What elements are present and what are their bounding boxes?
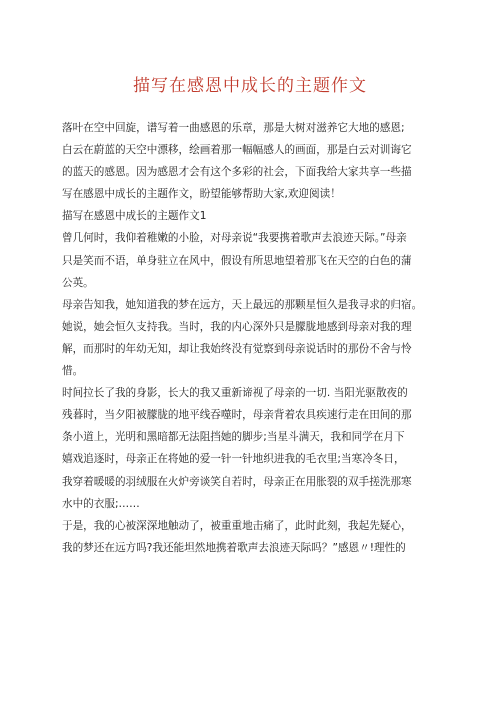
text-line: 时间拉长了我的身影，长大的我又重新谛视了母亲的一切. 当阳光驱散夜的 [62,387,408,400]
text-line: 解，而那时的年幼无知，却让我始终没有觉察到母亲说话时的那份不舍与怜 [62,342,412,355]
text-line: 只是笑而不语，单身驻立在风中，假设有所思地望着那飞在天空的白色的蒲 [62,254,412,267]
text-line: 嬉戏追逐时，母亲正在将她的爱一针一针地织进我的毛衣里;当寒冷冬日， [62,453,405,466]
text-line: 落叶在空中回旋，谱写着一曲感恩的乐章，那是大树对滋养它大地的感恩; [62,122,405,134]
text-line: 惜。 [62,365,84,378]
text-line: 条小道上，光明和黑暗都无法阻挡她的脚步;当星斗满天，我和同学在月下 [62,431,405,444]
text-line: 写在感恩中成长的主题作文，盼望能够帮助大家,欢迎阅读！ [62,188,341,201]
section-heading: 描写在感恩中成长的主题作文1 [62,210,207,223]
document-body [62,117,448,559]
text-line: 水中的衣服;…… [62,497,140,510]
text-line: 的蓝天的感恩。因为感恩才会有这个多彩的社会，下面我给大家共享一些描 [62,166,412,179]
text-line: 我的梦还在远方吗?我还能坦然地携着歌声去浪迹天际吗？”感恩〃!理性的 [62,541,406,554]
text-line: 母亲告知我，她知道我的梦在远方，天上最远的那颗星恒久是我寻求的归宿。 [62,298,423,311]
document-title: 描写在感恩中成长的主题作文 [133,76,367,96]
text-line: 我穿着暖暖的羽绒服在火炉旁谈笑自若时，母亲正在用胀裂的双手搓洗那寒 [62,475,412,488]
text-line: 残暮时，当夕阳被朦胧的地平线吞噬时，母亲背着农具疾速行走在田间的那 [62,409,412,422]
text-line: 白云在蔚蓝的天空中漂移，绘画着那一幅幅感人的画面，那是白云对训诲它 [62,144,412,157]
text-line: 曾几何时，我仰着稚嫩的小脸，对母亲说“我要携着歌声去浪迹天际。”母亲 [62,232,407,245]
text-line: 她说，她会恒久支持我。当时，我的内心深外只是朦胧地感到母亲对我的理 [62,320,412,333]
text-line: 公英。 [62,276,94,289]
text-line: 于是，我的心被深深地触动了，被重重地击痛了，此时此刻，我起先疑心， [62,519,412,532]
